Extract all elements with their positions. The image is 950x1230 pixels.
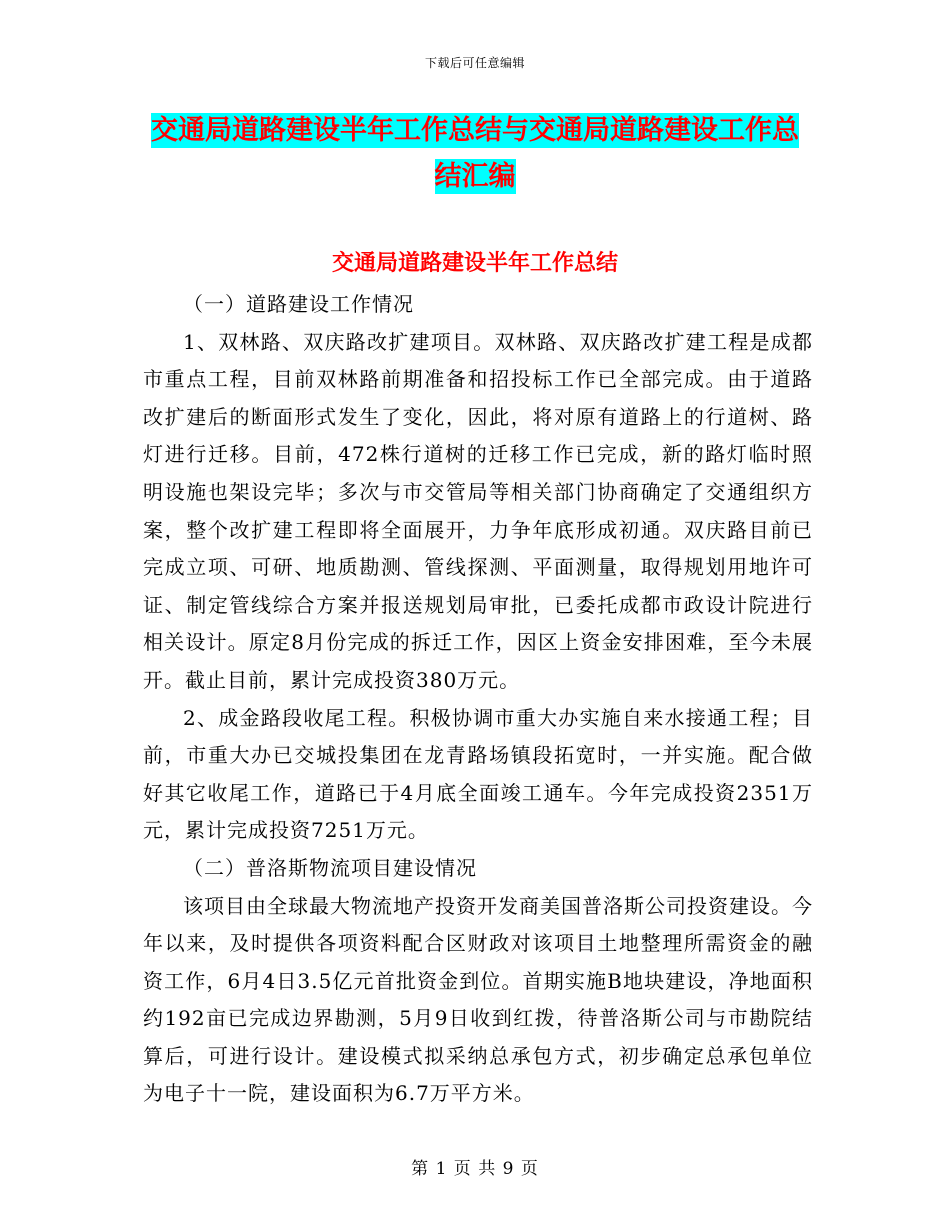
document-title-text: 交通局道路建设半年工作总结与交通局道路建设工作总结汇编 bbox=[151, 115, 799, 192]
paragraph: 该项目由全球最大物流地产投资开发商美国普洛斯公司投资建设。今年以来，及时提供各项资料配合区财政对该项目土地整理所需资金的融资工作，6月4日3.5亿元首批资金到位。首期实施B地块建设，净地面积约192亩已完成边界勘测，5月9日收到红拨，待普洛斯公司与市勘院结算后，可进行设计。建设模式拟采纳总承包方式，初步确定总承包单位为电子十一院，建设面积为6.7万平方米。 bbox=[143, 893, 813, 1106]
section-title: 交通局道路建设半年工作总结 bbox=[331, 251, 618, 276]
paragraph-heading-2: （二）普洛斯物流项目建设情况 bbox=[183, 855, 477, 880]
paragraph: 2、成金路段收尾工程。积极协调市重大办实施自来水接通工程；目前，市重大办已交城投集团在龙青路场镇段拓宽时，一并实施。配合做好其它收尾工作，道路已于4月底全面竣工通车。今年完成投资2351万元，累计完成投资7251万元。 bbox=[143, 705, 813, 843]
document-body bbox=[143, 286, 813, 1113]
header-note: 下载后可任意编辑 bbox=[424, 56, 525, 70]
paragraph-heading-1: （一）道路建设工作情况 bbox=[183, 292, 414, 316]
paragraph: 1、双林路、双庆路改扩建项目。双林路、双庆路改扩建工程是成都市重点工程，目前双林路前期准备和招投标工作已全部完成。由于道路改扩建后的断面形式发生了变化，因此，将对原有道路上的行道树、路灯进行迁移。目前，472株行道树的迁移工作已完成，新的路灯临时照明设施也架设完毕；多次与市交管局等相关部门协商确定了交通组织方案，整个改扩建工程即将全面展开，力争年底形成初通。双庆路目前已完成立项、可研、地质勘测、管线探测、平面测量，取得规划用地许可证、制定管线综合方案并报送规划局审批，已委托成都市政设计院进行相关设计。原定8月份完成的拆迁工作，因区上资金安排困难，至今未展开。截止目前，累计完成投资380万元。 bbox=[143, 329, 813, 692]
page-number: 第 1 页 共 9 页 bbox=[411, 1159, 539, 1179]
document-title bbox=[150, 108, 800, 200]
